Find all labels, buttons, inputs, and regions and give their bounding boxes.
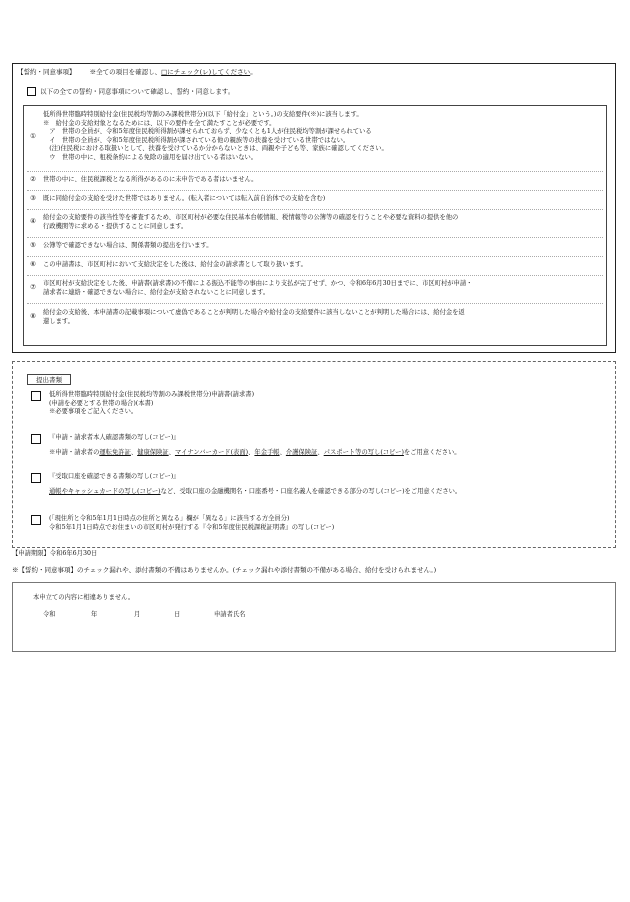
document-item-identity[interactable] — [31, 434, 461, 457]
oath-item-2 — [27, 176, 603, 185]
document-note: ※申請・請求者の運転免許証、健康保険証、マイナンバーカード(表面)、年金手帳、介護保険証、パスポート等の写し(コピー)をご用意ください。 — [49, 448, 461, 456]
document-line: (「現住所と令和5年1月1日時点の住所と異なる」欄が「異なる」に該当する方全員分) — [49, 515, 290, 522]
oath-item-number: ② — [30, 176, 36, 183]
divider — [27, 190, 603, 191]
divider — [27, 275, 603, 276]
applicant-name-label: 申請者氏名 — [214, 611, 246, 618]
oath-instruction-pre: ※全ての項目を確認し、 — [89, 68, 162, 76]
oath-item-line: 給付金の支給要件の該当性等を審査するため、市区町村が必要な住民基本台帳情報、税情報等の公簿等の確認を行うことや必要な資料の提供を他の — [43, 214, 459, 221]
oath-heading: 【誓約・同意事項】 — [17, 68, 76, 76]
documents-heading: 提出書類 — [27, 374, 71, 385]
document-checkbox[interactable] — [31, 391, 41, 401]
oath-item-number: ⑧ — [30, 313, 36, 320]
check-notice: ※【誓約・同意事項】のチェック漏れや、添付書類の不備はありませんか。(チェック漏れや添付書類の不備がある場合、給付を受けられません。) — [12, 566, 437, 574]
agree-all-checkbox[interactable] — [27, 87, 36, 96]
document-checkbox[interactable] — [31, 515, 41, 525]
document-note: 通帳やキャッシュカードの写し(コピー)など、受取口座の金融機関名・口座番号・口座名義人を確認できる部分の写し(コピー)をご用意ください。 — [49, 487, 462, 495]
oath-heading-row — [17, 68, 257, 77]
oath-item-line: 低所得世帯臨時特別給付金(住民税均等割のみ課税世帯分)(以下「給付金」という。)の支給要件(※)に該当します。 — [43, 111, 363, 118]
document-item-application[interactable] — [31, 391, 254, 417]
oath-instruction-post: 。 — [250, 68, 257, 76]
oath-items-box — [23, 105, 607, 346]
oath-item-line: 還します。 — [43, 317, 74, 325]
agree-all-row[interactable] — [27, 87, 234, 96]
oath-item-8 — [27, 309, 603, 326]
oath-item-3 — [27, 195, 603, 204]
document-title: 『申請・請求者本人確認書類の写し(コピー)』 — [49, 434, 180, 441]
oath-item-line: 請求者に連絡・確認できない場合に、給付金が支給されないことに同意します。 — [43, 288, 270, 296]
oath-item-line: 世帯の中に、住民税課税となる所得があるのに未申告である者はいません。 — [43, 176, 258, 183]
oath-item-line: 公簿等で確認できない場合は、関係書類の提出を行います。 — [43, 242, 213, 249]
oath-item-4 — [27, 214, 603, 231]
oath-item-1 — [27, 111, 603, 162]
oath-item-7 — [27, 280, 603, 297]
document-item-bank-account[interactable] — [31, 473, 461, 496]
divider — [27, 171, 603, 172]
oath-item-number: ③ — [30, 195, 36, 202]
oath-item-line: 行政機関等に求める・提供することに同意します。 — [43, 222, 188, 230]
date-month-label: 月 — [134, 611, 141, 618]
oath-item-number: ④ — [30, 218, 36, 225]
oath-item-line: 市区町村が支給決定をした後、申請書(請求書)の不備による振込不能等の事由により支払が完了せず、かつ、令和6年6月30日までに、市区町村が申請・ — [43, 280, 473, 287]
oath-item-number: ⑥ — [30, 261, 36, 268]
document-line: (申請を必要とする世帯の場合)(本書) — [49, 399, 154, 407]
oath-item-number: ① — [30, 133, 36, 140]
agree-all-label: 以下の全ての誓約・同意事項について確認し、誓約・同意します。 — [40, 87, 235, 96]
date-era-label: 令和 — [43, 611, 56, 618]
document-title: 『受取口座を確認できる書類の写し(コピー)』 — [49, 473, 180, 480]
documents-section — [12, 361, 616, 548]
oath-item-line: イ 世帯の全員が、令和5年度住民税所得割が課されている他の親族等の扶養を受けている世帯ではない。 — [43, 136, 350, 144]
oath-item-line: 既に同給付金の支給を受けた世帯ではありません。(転入者については転入前自治体での支給を含む) — [43, 195, 326, 202]
oath-instruction-check: □にチェック(レ)してください — [161, 68, 251, 76]
date-day-label: 日 — [174, 611, 181, 618]
application-deadline: 【申請期限】令和6年6月30日 — [12, 550, 98, 557]
document-note: ※必要事項をご記入ください。 — [49, 408, 138, 415]
oath-item-line: 給付金の支給後、本申請書の記載事項について虚偽であることが判明した場合や給付金の支給要件に該当しないことが判明した場合には、給付金を返 — [43, 309, 465, 316]
oath-item-line: ※ 給付金の支給対象となるためには、以下の要件を全て満たすことが必要です。 — [43, 119, 276, 127]
document-line: 低所得世帯臨時特別給付金(住民税均等割のみ課税世帯分)申請書(請求書) — [49, 391, 255, 398]
document-line: 令和5年1月1日時点でお住まいの市区町村が発行する『令和5年度住民税課税証明書』の写し(コピー) — [49, 523, 335, 531]
document-checkbox[interactable] — [31, 434, 41, 444]
oath-item-5 — [27, 242, 603, 251]
divider — [27, 303, 603, 304]
oath-item-number: ⑦ — [30, 284, 36, 291]
oath-item-line: ウ 世帯の中に、租税条約による免除の適用を届け出ている者はいない。 — [43, 153, 258, 161]
declaration-statement: 本申立ての内容に相違ありません。 — [33, 594, 135, 601]
declaration-section — [12, 582, 616, 652]
oath-section — [12, 63, 616, 353]
document-item-tax-certificate[interactable] — [31, 515, 334, 532]
oath-item-number: ⑤ — [30, 242, 36, 249]
divider — [27, 237, 603, 238]
oath-item-line: ア 世帯の全員が、令和5年度住民税所得割が課せられておらず、少なくとも1人が住民税均等割が課せられている — [43, 128, 372, 135]
oath-item-line: (注)住民税における取扱いとして、扶養を受けているか分からないときは、両親や子ども等、家族に確認してください。 — [43, 145, 388, 152]
oath-item-6 — [27, 261, 603, 270]
divider — [27, 256, 603, 257]
divider — [27, 209, 603, 210]
document-checkbox[interactable] — [31, 473, 41, 483]
oath-item-line: この申請書は、市区町村において支給決定をした後は、給付金の請求書として取り扱います。 — [43, 261, 307, 268]
date-year-label: 年 — [91, 611, 98, 618]
